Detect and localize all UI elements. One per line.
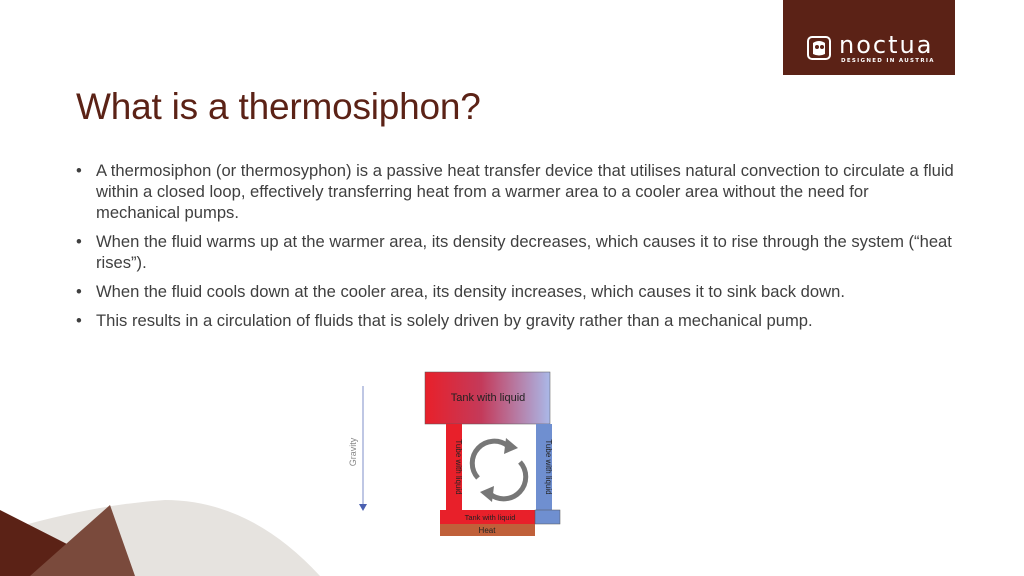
- circulation-arrowhead: [504, 438, 518, 454]
- right-tube-label: Tube with liquid: [544, 439, 553, 495]
- owl-icon: [807, 36, 831, 60]
- gravity-label: Gravity: [348, 437, 358, 467]
- left-tube-label: Tube with liquid: [454, 439, 463, 495]
- bullet-item: • When the fluid warms up at the warmer area, its density decreases, which causes it to rise through the system (“heat rises”).: [76, 231, 956, 273]
- noctua-logo: [783, 0, 955, 75]
- thermosiphon-diagram: [330, 370, 570, 542]
- logo-wordmark: noctua: [839, 31, 934, 59]
- slide-title: What is a thermosiphon?: [76, 86, 481, 127]
- bullet-item: • This results in a circulation of fluids that is solely driven by gravity rather than a mechanical pump.: [76, 310, 956, 331]
- corner-decoration: [0, 470, 320, 576]
- bottom-tank-label: Tank with liquid: [464, 513, 516, 522]
- top-tank-label: Tank with liquid: [450, 392, 526, 404]
- bullet-list: [76, 160, 956, 339]
- circulation-arrowhead: [480, 486, 494, 502]
- logo-tagline: DESIGNED IN AUSTRIA: [841, 58, 935, 64]
- gravity-arrowhead: [359, 504, 367, 511]
- bullet-item: • When the fluid cools down at the cooler area, its density increases, which causes it to sink back down.: [76, 281, 956, 302]
- bottom-tank-cold: [535, 510, 560, 524]
- circulation-icon: [472, 441, 525, 499]
- heat-label: Heat: [478, 526, 496, 535]
- bullet-item: • A thermosiphon (or thermosyphon) is a passive heat transfer device that utilises natural convection to circulate a fluid within a closed loop, effectively transferring heat from a warmer area to a cooler area without the need for mechanical pumps.: [76, 160, 956, 223]
